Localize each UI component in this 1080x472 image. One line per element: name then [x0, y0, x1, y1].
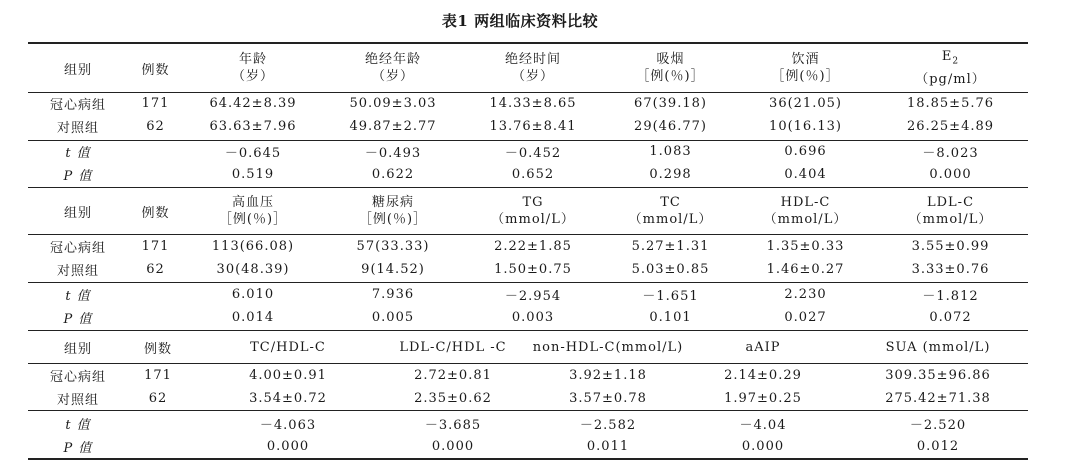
header-smoking: 吸烟 ［例(％)］	[636, 52, 705, 84]
table-cell: －4.04	[739, 417, 787, 433]
table-cell: 29(46.77)	[634, 118, 707, 134]
table-cell: 0.000	[431, 438, 475, 454]
table-cell: t 值	[65, 417, 91, 433]
table-cell: 26.25±4.89	[906, 118, 995, 134]
table-row-p-value	[28, 163, 1028, 185]
header-non-hdl: non-HDL-C(mmol/L)	[532, 339, 684, 355]
table-cell: 0.519	[231, 166, 275, 182]
bottom-rule	[28, 458, 1028, 460]
table-cell: 5.03±0.85	[631, 261, 710, 277]
table-cell: 1.35±0.33	[766, 238, 845, 254]
table-cell: 2.72±0.81	[414, 367, 492, 383]
table-cell: －2.520	[909, 417, 967, 433]
table-cell: 0.005	[371, 309, 415, 325]
table-cell: －2.582	[579, 417, 637, 433]
section3-header	[28, 335, 1028, 359]
table-cell: 13.76±8.41	[489, 118, 577, 134]
header-e2: $E_2$ （pg/ml）	[915, 49, 986, 87]
table-row-t-value	[28, 140, 1028, 162]
table-row-t-value	[28, 412, 1028, 434]
table-cell: 对照组	[56, 392, 99, 408]
table-cell: 对照组	[56, 263, 99, 279]
header-count: 例数	[141, 205, 170, 221]
table-cell: 3.55±0.99	[911, 238, 990, 254]
table-cell: 0.003	[511, 309, 555, 325]
table-cell	[128, 163, 183, 185]
table-row-control	[28, 387, 1028, 409]
table-cell: －2.954	[504, 288, 562, 304]
table-cell: －0.493	[364, 145, 422, 161]
table-cell: 50.09±3.03	[349, 95, 437, 111]
top-rule	[28, 42, 1028, 44]
table-cell: 1.46±0.27	[766, 261, 845, 277]
table-cell: P 值	[63, 168, 93, 184]
table-cell: 冠心病组	[49, 97, 106, 113]
section-rule-1	[28, 187, 1028, 188]
table-cell: 36(21.05)	[769, 95, 842, 111]
header-group: 组别	[63, 341, 92, 357]
header-tc-hdl: TC/HDL-C	[250, 339, 326, 355]
table-cell: 62	[146, 118, 165, 134]
table-cell: 3.33±0.76	[911, 261, 990, 277]
table-cell: 62	[148, 390, 168, 406]
table-cell: 14.33±8.65	[489, 95, 577, 111]
table-cell: 30(48.39)	[216, 261, 290, 277]
header-hdl-c: HDL-C （mmol/L）	[763, 195, 848, 227]
header-ldl-hdl: LDL-C/HDL -C	[399, 339, 507, 355]
table-cell: －0.452	[504, 145, 562, 161]
table-cell: －1.812	[922, 288, 979, 304]
table-cell: 18.85±5.76	[906, 95, 995, 111]
table-cell: 2.14±0.29	[724, 367, 802, 383]
table-row-p-value	[28, 306, 1028, 328]
header-sua: SUA (mmol/L)	[885, 339, 991, 355]
table-cell: －1.651	[642, 288, 699, 304]
table-cell: －3.685	[424, 417, 482, 433]
table-cell: P 值	[63, 440, 93, 456]
table-cell: 67(39.18)	[634, 95, 707, 111]
table-row-chd	[28, 364, 1028, 386]
table-cell: 0.012	[916, 438, 960, 454]
table-cell: 64.42±8.39	[209, 95, 297, 111]
table-cell: 0.298	[649, 166, 692, 182]
table-cell: 49.87±2.77	[349, 118, 437, 134]
header-count: 例数	[141, 62, 170, 78]
header-tc: TC （mmol/L）	[628, 195, 713, 227]
table-cell: 10(16.13)	[769, 118, 842, 134]
table-cell: －0.645	[224, 145, 282, 161]
table-cell	[128, 306, 183, 328]
table-row-chd	[28, 235, 1028, 257]
table-cell	[128, 283, 183, 305]
table-row-control	[28, 258, 1028, 280]
header-age: 年龄 （岁）	[231, 52, 274, 84]
table-cell	[128, 140, 183, 162]
section2-header	[28, 190, 1028, 232]
table-cell: 1.083	[649, 143, 692, 159]
table-cell: 113(66.08)	[211, 238, 295, 254]
table-cell: 7.936	[371, 286, 415, 302]
section1-header	[28, 47, 1028, 89]
table-cell: 0.000	[741, 438, 785, 454]
table-cell: －8.023	[922, 145, 979, 161]
table-cell: 6.010	[231, 286, 275, 302]
table-cell: 275.42±71.38	[885, 390, 991, 406]
table-cell: 4.00±0.91	[249, 367, 327, 383]
table-cell: 171	[141, 95, 170, 111]
header-tg: TG （mmol/L）	[491, 195, 575, 227]
group-rule-3	[28, 410, 1028, 411]
table-cell: 9(14.52)	[361, 261, 425, 277]
table-cell: 0.696	[784, 143, 827, 159]
header-ldl-c: LDL-C （mmol/L）	[908, 195, 993, 227]
table-cell	[128, 435, 188, 457]
header-group: 组别	[63, 205, 92, 221]
header-diabetes: 糖尿病 ［例(％)］	[358, 195, 428, 227]
table-cell: 0.011	[586, 438, 630, 454]
table-row-chd	[28, 92, 1028, 114]
table-cell: 62	[146, 261, 165, 277]
table-cell: t 值	[65, 145, 91, 161]
table-row-p-value	[28, 435, 1028, 457]
table-cell: 171	[141, 238, 170, 254]
table-cell: 3.92±1.18	[569, 367, 647, 383]
table-cell: 63.63±7.96	[209, 118, 297, 134]
table-cell: 2.22±1.85	[494, 238, 572, 254]
header-drinking: 饮酒 ［例(％)］	[771, 52, 840, 84]
table-cell: 1.97±0.25	[724, 390, 802, 406]
table-cell: 2.230	[784, 286, 827, 302]
header-aaip: aAIP	[745, 339, 781, 355]
header-menopause-time: 绝经时间 （岁）	[504, 52, 561, 84]
table-cell: 0.027	[784, 309, 827, 325]
table-cell: 3.57±0.78	[569, 390, 647, 406]
table-cell: 309.35±96.86	[885, 367, 991, 383]
table-cell: 57(33.33)	[356, 238, 430, 254]
table-title: 表1 两组临床资料比较	[441, 12, 599, 30]
table-cell: 5.27±1.31	[631, 238, 710, 254]
table-cell: 0.101	[649, 309, 692, 325]
table-cell: 0.404	[784, 166, 827, 182]
table-cell: 对照组	[56, 120, 99, 136]
table-cell: 0.652	[511, 166, 555, 182]
table-cell: 1.50±0.75	[494, 261, 572, 277]
table-cell: 0.072	[929, 309, 972, 325]
table-cell: P 值	[63, 311, 93, 327]
table-cell: 0.014	[231, 309, 275, 325]
section-rule-2	[28, 330, 1028, 331]
table-cell: 2.35±0.62	[414, 390, 492, 406]
table-cell	[128, 412, 188, 434]
table-cell: 171	[144, 367, 172, 383]
table-cell: t 值	[65, 288, 91, 304]
header-group: 组别	[63, 62, 92, 78]
header-menopause-age: 绝经年龄 （岁）	[364, 52, 421, 84]
table-cell: 0.000	[929, 166, 972, 182]
table-row-control	[28, 115, 1028, 137]
table-cell: 0.622	[371, 166, 415, 182]
table-cell: 冠心病组	[49, 369, 106, 385]
table-row-t-value	[28, 283, 1028, 305]
table-cell: －4.063	[259, 417, 317, 433]
table-cell: 冠心病组	[49, 240, 106, 256]
table-cell: 3.54±0.72	[249, 390, 327, 406]
header-hypertension: 高血压 ［例(％)］	[218, 195, 288, 227]
table-cell: 0.000	[266, 438, 310, 454]
header-count: 例数	[143, 341, 172, 357]
